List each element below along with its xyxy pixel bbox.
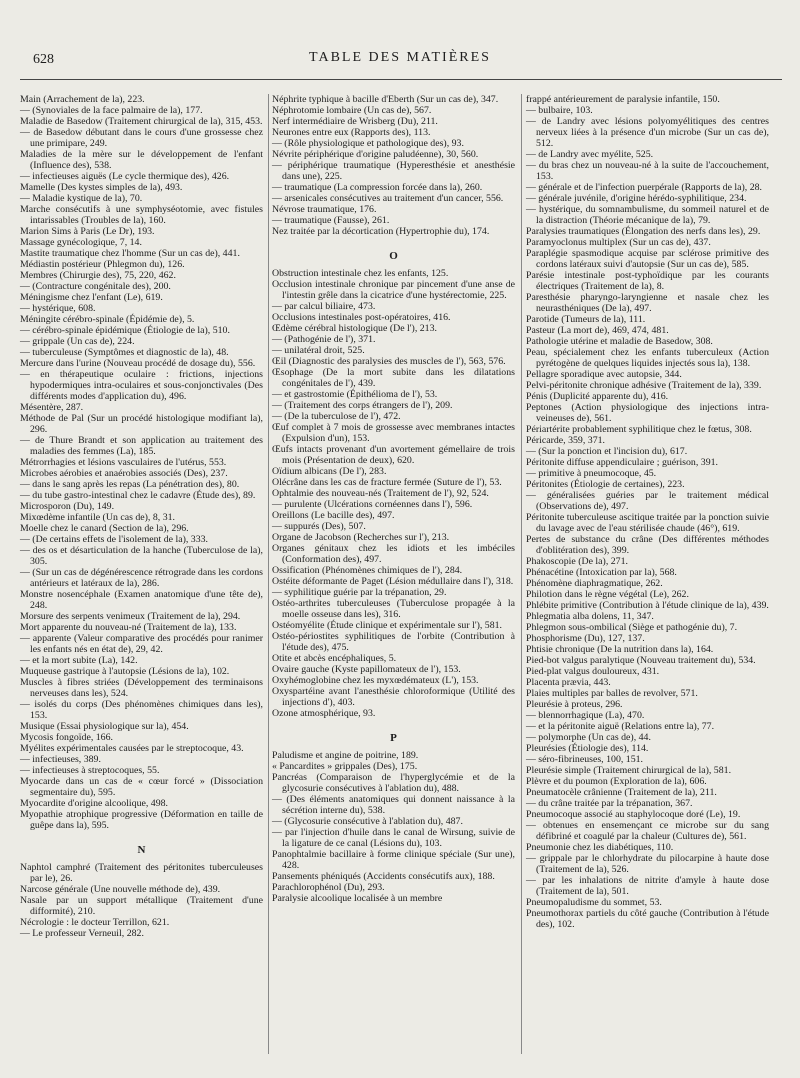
index-entry: Panophtalmie bacillaire à forme clinique spéciale (Sur une), 428. xyxy=(272,849,515,871)
index-entry: Musique (Essai physiologique sur la), 454. xyxy=(20,721,189,732)
index-entry: — (Sur la ponction et l'incision du), 617. xyxy=(526,446,688,457)
index-entry: — par les inhalations de nitrite d'amyle à haute dose (Traitement de la), 501. xyxy=(526,875,769,897)
index-entry: Maladie de Basedow (Traitement chirurgical de la), 315, 453. xyxy=(20,116,263,127)
index-entry: Microbes aérobies et anaérobies associés (Des), 237. xyxy=(20,468,228,479)
index-entry: Main (Arrachement de la), 223. xyxy=(20,94,145,105)
index-entry: Oïdium albicans (De l'), 283. xyxy=(272,466,387,477)
index-entry: Ostéomyélite (Étude clinique et expérimentale sur l'), 581. xyxy=(272,620,503,631)
index-entry: Pneumothorax partiels du côté gauche (Contribution à l'étude des), 102. xyxy=(526,908,769,930)
index-entry: Occlusion intestinale chronique par pincement d'une anse de l'intestin grêle dans la cicatrice d'une hystérectomie, 225. xyxy=(272,279,515,301)
index-entry: Mésentère, 287. xyxy=(20,402,84,413)
index-entry: Pied-plat valgus douloureux, 431. xyxy=(526,666,660,677)
index-entry: Paramyoclonus multiplex (Sur un cas de), 437. xyxy=(526,237,711,248)
index-entry: — (Contracture congénitale des), 200. xyxy=(20,281,171,292)
index-entry: Oxyhémoglobine chez les myxœdémateux (L'), 153. xyxy=(272,675,479,686)
index-entry: Mercure dans l'urine (Nouveau procédé de dosage du), 556. xyxy=(20,358,256,369)
index-entry: Péritonite diffuse appendiculaire ; guérison, 391. xyxy=(526,457,718,468)
index-entry: Oxyspartéine avant l'anesthésie chloroformique (Utilité des injections d'), 403. xyxy=(272,686,515,708)
index-entry: Muqueuse gastrique à l'autopsie (Lésions de la), 102. xyxy=(20,666,230,677)
index-entry: Myocardite d'origine alcoolique, 498. xyxy=(20,798,169,809)
index-entry: Pasteur (La mort de), 469, 474, 481. xyxy=(526,325,669,336)
index-entry: — (Sur un cas de dégénérescence rétrograde dans les cordons antérieurs et latéraux de la), 286. xyxy=(20,567,263,589)
index-entry: Pancréas (Comparaison de l'hyperglycémie et de la glycosurie consécutives à l'ablation du), 488. xyxy=(272,772,515,794)
index-column-3 xyxy=(526,94,769,930)
index-entry: Pleurésie à proteus, 296. xyxy=(526,699,623,710)
index-entry: Pleurésie simple (Traitement chirurgical de la), 581. xyxy=(526,765,732,776)
index-entry: Nez traitée par la décortication (Hypertrophie du), 174. xyxy=(272,226,490,237)
index-entry: Naphtol camphré (Traitement des péritonites tuberculeuses par le), 26. xyxy=(20,862,263,884)
index-entry: Phosphorisme (Du), 127, 137. xyxy=(526,633,645,644)
header-rule xyxy=(20,79,782,80)
index-entry: Neurones entre eux (Rapports des), 113. xyxy=(272,127,431,138)
index-entry: Membres (Chirurgie des), 75, 220, 462. xyxy=(20,270,176,281)
index-entry: Phlébite primitive (Contribution à l'étude clinique de la), 439. xyxy=(526,600,769,611)
index-entry: Myélites expérimentales causées par le streptocoque, 43. xyxy=(20,743,244,754)
index-entry: Néphrite typhique à bacille d'Eberth (Sur un cas de), 347. xyxy=(272,94,499,105)
index-entry: Plaies multiples par balles de revolver, 571. xyxy=(526,688,698,699)
index-entry: Névrite périphérique d'origine paludéenne), 30, 560. xyxy=(272,149,479,160)
index-entry: Mastite traumatique chez l'homme (Sur un cas de), 441. xyxy=(20,248,240,259)
index-entry: — tuberculeuse (Symptômes et diagnostic de la), 48. xyxy=(20,347,229,358)
index-entry: — des os et désarticulation de la hanche (Tuberculose de la), 305. xyxy=(20,545,263,567)
index-entry: Œdème cérébral histologique (De l'), 213. xyxy=(272,323,437,334)
index-entry: Nerf intermédiaire de Wrisberg (Du), 211. xyxy=(272,116,438,127)
column-divider xyxy=(521,94,522,1054)
index-entry: Paraplégie spasmodique acquise par sclérose primitive des cordons latéraux suivi d'autopsie (Sur un cas de), 585. xyxy=(526,248,769,270)
index-entry: Pneumopaludisme du sommet, 53. xyxy=(526,897,662,908)
index-entry: — infectieuses aiguës (Le cycle thermique des), 426. xyxy=(20,171,230,182)
index-entry: — de Landry avec myélite, 525. xyxy=(526,149,654,160)
index-entry: — (Glycosurie consécutive à l'ablation du), 487. xyxy=(272,816,463,827)
index-column-1 xyxy=(20,94,263,939)
section-letter: N xyxy=(137,844,146,856)
index-entry: — dans le sang après les repas (La pénétration des), 80. xyxy=(20,479,240,490)
index-entry: Monstre nosencéphale (Examen anatomique d'une tête de), 248. xyxy=(20,589,263,611)
index-entry: Phlegmon sous-ombilical (Siège et pathogénie du), 7. xyxy=(526,622,738,633)
index-entry: Mort apparente du nouveau-né (Traitement de la), 133. xyxy=(20,622,237,633)
index-entry: — et gastrostomie (Épithélioma de l'), 53. xyxy=(272,389,438,400)
index-entry: — générale et de l'infection puerpérale (Rapports de la), 28. xyxy=(526,182,763,193)
index-entry: Myopathie atrophique progressive (Déformation en taille de guêpe dans la), 595. xyxy=(20,809,263,831)
index-entry: — blennorrhagique (La), 470. xyxy=(526,710,645,721)
index-entry: Paresthésie pharyngo-laryngienne et nasale chez les neurasthéniques (De la), 497. xyxy=(526,292,769,314)
index-entry: Maladies de la mère sur le développement de l'enfant (Influence des), 538. xyxy=(20,149,263,171)
page-title: TABLE DES MATIÈRES xyxy=(309,50,491,65)
index-entry: — traumatique (La compression forcée dans la), 260. xyxy=(272,182,483,193)
index-entry: Ophtalmie des nouveau-nés (Traitement de l'), 92, 524. xyxy=(272,488,489,499)
index-entry: « Pancardites » grippales (Des), 175. xyxy=(272,761,418,772)
index-entry: frappé antérieurement de paralysie infantile, 150. xyxy=(526,94,720,105)
index-entry: Méningite cérébro-spinale (Épidémie de), 5. xyxy=(20,314,195,325)
index-entry: — de Thure Brandt et son application au traitement des maladies des femmes (La), 185. xyxy=(20,435,263,457)
index-entry: Pellagre sporadique avec autopsie, 344. xyxy=(526,369,682,380)
index-entry: — de Landry avec lésions polyomyélitiques des centres nerveux liées à la présence d'un microbe (Sur un cas de), 512. xyxy=(526,116,769,149)
index-entry: — apparente (Valeur comparative des procédés pour ranimer les enfants nés en état de), 29, 42. xyxy=(20,633,263,655)
index-entry: Pelvi-péritonite chronique adhésive (Traitement de la), 339. xyxy=(526,380,762,391)
index-entry: Œil (Diagnostic des paralysies des muscles de l'), 563, 576. xyxy=(272,356,506,367)
index-entry: Philotion dans le règne végétal (Le), 262. xyxy=(526,589,689,600)
index-entry: Microsporon (Du), 149. xyxy=(20,501,115,512)
section-letter: P xyxy=(390,732,397,744)
index-entry: — (Traitement des corps étrangers de l'), 209. xyxy=(272,400,453,411)
index-entry: Marion Sims à Paris (Le Dr), 193. xyxy=(20,226,155,237)
section-letter: O xyxy=(389,250,398,262)
index-entry: Méthode de Pal (Sur un procédé histologique modifiant la), 296. xyxy=(20,413,263,435)
index-entry: Pied-bot valgus paralytique (Nouveau traitement du), 534. xyxy=(526,655,756,666)
index-entry: — isolés du corps (Des phénomènes chimiques dans les), 153. xyxy=(20,699,263,721)
index-entry: Médiastin postérieur (Phlegmon du), 126. xyxy=(20,259,185,270)
index-entry: Péricarde, 359, 371. xyxy=(526,435,605,446)
index-entry: — généralisées guéries par le traitement médical (Observations de), 497. xyxy=(526,490,769,512)
index-entry: Nasale par un support métallique (Traitement d'une difformité), 210. xyxy=(20,895,263,917)
index-entry: — hystérique, 608. xyxy=(20,303,96,314)
index-entry: Pansements phéniqués (Accidents consécutifs aux), 188. xyxy=(272,871,495,882)
index-entry: Parachlorophénol (Du), 293. xyxy=(272,882,385,893)
index-entry: Paralysies traumatiques (Élongation des nerfs dans les), 29. xyxy=(526,226,761,237)
index-entry: Pathologie utérine et maladie de Basedow, 308. xyxy=(526,336,713,347)
index-entry: — séro-fibrineuses, 100, 151. xyxy=(526,754,644,765)
index-entry: Néphrotomie lombaire (Un cas de), 567. xyxy=(272,105,432,116)
index-entry: Ostéo-arthrites tuberculeuses (Tuberculose propagée à la moelle osseuse dans les), 316. xyxy=(272,598,515,620)
index-entry: — suppurés (Des), 507. xyxy=(272,521,366,532)
index-entry: Parotide (Tumeurs de la), 111. xyxy=(526,314,646,325)
index-entry: — bulbaire, 103. xyxy=(526,105,593,116)
index-entry: Pneumonie chez les diabétiques, 110. xyxy=(526,842,674,853)
index-entry: — du bras chez un nouveau-né à la suite de l'accouchement, 153. xyxy=(526,160,769,182)
index-entry: Mixœdème infantile (Un cas de), 8, 31. xyxy=(20,512,175,523)
index-entry: — Maladie kystique de la), 70. xyxy=(20,193,143,204)
index-entry: Mycosis fongoïde, 166. xyxy=(20,732,113,743)
index-entry: — primitive à pneumocoque, 45. xyxy=(526,468,657,479)
index-entry: Plèvre et du poumon (Exploration de la), 606. xyxy=(526,776,707,787)
index-entry: Paludisme et angine de poitrine, 189. xyxy=(272,750,419,761)
index-entry: Massage gynécologique, 7, 14. xyxy=(20,237,142,248)
index-entry: Périartérite probablement syphilitique chez le fœtus, 308. xyxy=(526,424,752,435)
index-entry: Nécrologie : le docteur Terrillon, 621. xyxy=(20,917,170,928)
index-entry: — (Rôle physiologique et pathologique des), 93. xyxy=(272,138,464,149)
index-entry: — par l'injection d'huile dans le canal de Wirsung, suivie de la ligature de ce canal (Lésions du), 103. xyxy=(272,827,515,849)
index-entry: — grippale par le chlorhydrate du pilocarpine à haute dose (Traitement de la), 526. xyxy=(526,853,769,875)
index-entry: Phlegmatia alba dolens, 11, 347. xyxy=(526,611,654,622)
index-entry: Morsure des serpents venimeux (Traitement de la), 294. xyxy=(20,611,241,622)
index-entry: Névrose traumatique, 176. xyxy=(272,204,377,215)
index-entry: — de Basedow débutant dans le cours d'une grossesse chez une primipare, 249. xyxy=(20,127,263,149)
index-entry: Narcose générale (Une nouvelle méthode de), 439. xyxy=(20,884,221,895)
index-entry: Otite et abcès encéphaliques, 5. xyxy=(272,653,397,664)
index-entry: Placenta prævia, 443. xyxy=(526,677,611,688)
index-entry: — grippale (Un cas de), 224. xyxy=(20,336,135,347)
index-entry: Métrorrhagies et lésions vasculaires de l'utérus, 553. xyxy=(20,457,227,468)
index-entry: — cérébro-spinale épidémique (Étiologie de la), 510. xyxy=(20,325,230,336)
index-entry: — du tube gastro-intestinal chez le cadavre (Étude des), 89. xyxy=(20,490,256,501)
index-entry: — périphérique traumatique (Hyperesthésie et anesthésie dans une), 225. xyxy=(272,160,515,182)
index-entry: Parésie intestinale post-typhoïdique par les courants électriques (Traitement de la), 8. xyxy=(526,270,769,292)
index-entry: Myocarde dans un cas de « cœur forcé » (Dissociation segmentaire du), 595. xyxy=(20,776,263,798)
index-entry: — traumatique (Fausse), 261. xyxy=(272,215,390,226)
index-entry: — et la mort subite (La), 142. xyxy=(20,655,138,666)
index-entry: Péritonites (Étiologie de certaines), 223. xyxy=(526,479,685,490)
index-entry: — (Des éléments anatomiques qui donnent naissance à la sécrétion interne du), 538. xyxy=(272,794,515,816)
page-number: 628 xyxy=(33,52,54,67)
index-entry: — polymorphe (Un cas de), 44. xyxy=(526,732,651,743)
index-entry: Ostéite déformante de Paget (Lésion médullaire dans l'), 318. xyxy=(272,576,514,587)
index-entry: Pneumocoque associé au staphylocoque doré (Le), 19. xyxy=(526,809,741,820)
index-entry: — (Pathogénie de l'), 371. xyxy=(272,334,376,345)
index-entry: — purulente (Ulcérations cornéennes dans l'), 596. xyxy=(272,499,473,510)
index-entry: Peau, spécialement chez les enfants tuberculeux (Action pyrétogène de quelques liquides injectés sous la), 138. xyxy=(526,347,769,369)
index-entry: Œsophage (De la mort subite dans les dilatations congénitales de l'), 439. xyxy=(272,367,515,389)
index-entry: Pleurésies (Étiologie des), 114. xyxy=(526,743,649,754)
index-entry: Mamelle (Des kystes simples de la), 493. xyxy=(20,182,183,193)
index-entry: Ostéo-périostites syphilitiques de l'orbite (Contribution à l'étude des), 475. xyxy=(272,631,515,653)
index-entry: Organes génitaux chez les idiots et les imbéciles (Conformation des), 497. xyxy=(272,543,515,565)
index-entry: Obstruction intestinale chez les enfants, 125. xyxy=(272,268,449,279)
index-entry: — générale juvénile, d'origine hérédo-syphilitique, 234. xyxy=(526,193,747,204)
index-entry: — du crâne traitée par la trépanation, 367. xyxy=(526,798,693,809)
index-entry: Méningisme chez l'enfant (Le), 619. xyxy=(20,292,163,303)
index-entry: — Le professeur Verneuil, 282. xyxy=(20,928,144,939)
index-entry: Péritonite tuberculeuse ascitique traitée par la ponction suivie du lavage avec de l'eau stérilisée chaude (46°), 619. xyxy=(526,512,769,534)
index-entry: Occlusions intestinales post-opératoires, 416. xyxy=(272,312,451,323)
index-entry: — par calcul biliaire, 473. xyxy=(272,301,376,312)
index-entry: Oreillons (Le bacille des), 497. xyxy=(272,510,395,521)
index-entry: Phénomène diaphragmatique, 262. xyxy=(526,578,663,589)
index-entry: Phakoscopie (De la), 271. xyxy=(526,556,628,567)
index-entry: Ovaire gauche (Kyste papillomateux de l'), 153. xyxy=(272,664,461,675)
index-entry: Phtisie chronique (De la nutrition dans la), 164. xyxy=(526,644,714,655)
index-column-2 xyxy=(272,94,515,904)
index-entry: Muscles à fibres striées (Développement des terminaisons nerveuses dans les), 524. xyxy=(20,677,263,699)
index-entry: Marche consécutifs à une symphyséotomie, avec fistules intarissables (Troubles de la), 160. xyxy=(20,204,263,226)
index-entry: Œuf complet à 7 mois de grossesse avec membranes intactes (Expulsion d'un), 153. xyxy=(272,422,515,444)
column-divider xyxy=(268,94,269,1054)
index-entry: — syphilitique guérie par la trépanation, 29. xyxy=(272,587,447,598)
index-entry: — en thérapeutique oculaire : frictions, injections hypodermiques intra-oculaires et sous-conjonctivales (Des différents modes d'application du), 496. xyxy=(20,369,263,402)
index-entry: Organe de Jacobson (Recherches sur l'), 213. xyxy=(272,532,450,543)
index-entry: — hystérique, du somnambulisme, du sommeil naturel et de la distraction (Théorie mécanique de la), 79. xyxy=(526,204,769,226)
index-entry: Œufs intacts provenant d'un avortement gémellaire de trois mois (Présentation de deux), 620. xyxy=(272,444,515,466)
index-entry: — (De certains effets de l'isolement de la), 333. xyxy=(20,534,209,545)
index-entry: — et la péritonite aiguë (Relations entre la), 77. xyxy=(526,721,715,732)
index-entry: — obtenues en ensemençant ce microbe sur du sang défibriné et coagulé par la chaleur (Cultures de), 561. xyxy=(526,820,769,842)
index-entry: Pénis (Duplicité apparente du), 416. xyxy=(526,391,669,402)
index-entry: — (Synoviales de la face palmaire de la), 177. xyxy=(20,105,203,116)
index-entry: Olécrâne dans les cas de fracture fermée (Suture de l'), 53. xyxy=(272,477,502,488)
index-entry: Pertes de substance du crâne (Des différentes méthodes d'oblitération des), 399. xyxy=(526,534,769,556)
index-entry: Ozone atmosphérique, 93. xyxy=(272,708,376,719)
index-entry: Ossification (Phénomènes chimiques de l'), 284. xyxy=(272,565,463,576)
index-entry: Phénacétine (Intoxication par la), 568. xyxy=(526,567,677,578)
index-entry: Pneumatocèle crânienne (Traitement de la), 211. xyxy=(526,787,717,798)
index-entry: — infectieuses à streptocoques, 55. xyxy=(20,765,160,776)
index-entry: — (De la tuberculose de l'), 472. xyxy=(272,411,401,422)
index-entry: — infectieuses, 389. xyxy=(20,754,101,765)
index-entry: Moelle chez le canard (Section de la), 296. xyxy=(20,523,189,534)
index-entry: — unilatéral droit, 525. xyxy=(272,345,365,356)
index-entry: — arsenicales consécutives au traitement d'un cancer, 556. xyxy=(272,193,504,204)
index-entry: Peptones (Action physiologique des injections intra-veineuses de), 561. xyxy=(526,402,769,424)
index-entry: Paralysie alcoolique localisée à un membre xyxy=(272,893,443,904)
